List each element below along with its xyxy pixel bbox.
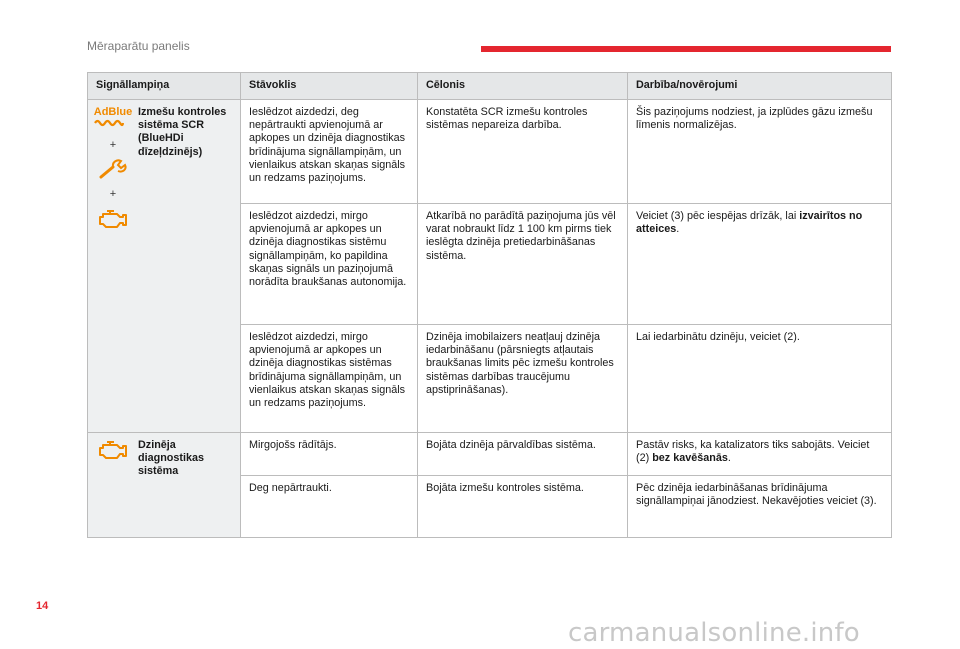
adblue-icon bbox=[94, 106, 133, 131]
action-cell: Lai iedarbinātu dzinēju, veiciet (2). bbox=[628, 325, 892, 433]
section-title: Mēraparātu panelis bbox=[87, 39, 190, 53]
cause-cell: Atkarībā no parādītā paziņojuma jūs vēl varat nobraukt līdz 1 100 km pirms tiek ieslēgta dzinēja pretiedarbināšanas sistēma. bbox=[418, 204, 628, 325]
lamp-name: Izmešu kontroles sistēma SCR (BlueHDi dīzeļdzinējs) bbox=[138, 106, 227, 158]
state-cell: Mirgojošs rādītājs. bbox=[241, 433, 418, 476]
wrench-icon bbox=[98, 158, 128, 180]
column-header-state: Stāvoklis bbox=[241, 73, 418, 100]
column-header-lamp: Signāllampiņa bbox=[88, 73, 241, 100]
action-text: Veiciet (3) pēc iespējas drīzāk, lai bbox=[636, 210, 800, 222]
cause-cell: Bojāta izmešu kontroles sistēma. bbox=[418, 476, 628, 538]
cause-cell: Bojāta dzinēja pārvaldības sistēma. bbox=[418, 433, 628, 476]
action-text-end: . bbox=[676, 223, 680, 236]
action-text: Pastāv risks, ka katalizators tiks sabojāts. Veiciet (2) bbox=[636, 439, 870, 465]
page-number: 14 bbox=[36, 600, 49, 612]
watermark-logo: carmanualsonline.info bbox=[568, 618, 860, 648]
column-header-cause: Cēlonis bbox=[418, 73, 628, 100]
lamp-cell-scr bbox=[88, 100, 241, 433]
action-cell bbox=[628, 204, 892, 325]
action-emphasis: izvairītos no atteices bbox=[636, 210, 863, 236]
table-row bbox=[88, 100, 892, 204]
lamp-name: Dzinēja diagnostikas sistēma bbox=[138, 439, 204, 478]
action-text-end: . bbox=[727, 452, 731, 465]
column-header-action: Darbība/novērojumi bbox=[628, 73, 892, 100]
plus-sign: + bbox=[109, 139, 117, 152]
warning-lamps-table bbox=[87, 72, 892, 538]
engine-icon bbox=[97, 439, 129, 461]
action-cell: Šis paziņojums nodziest, ja izplūdes gāzu izmešu līmenis normalizējas. bbox=[628, 100, 892, 204]
header-accent-bar bbox=[481, 46, 891, 52]
plus-sign: + bbox=[109, 188, 117, 201]
engine-icon bbox=[97, 208, 129, 230]
action-cell: Pēc dzinēja iedarbināšanas brīdinājuma signāllampiņai jānodziest. Nekavējoties veiciet (3). bbox=[628, 476, 892, 538]
state-cell: Deg nepārtraukti. bbox=[241, 476, 418, 538]
adblue-wave-icon bbox=[94, 119, 124, 127]
lamp-cell-engine-diagnostics bbox=[88, 433, 241, 538]
state-cell: Ieslēdzot aizdedzi, mirgo apvienojumā ar apkopes un dzinēja diagnostikas sistēmu signāllampiņām, ko papildina skaņas signāls un paziņojumā norādīta braukšanas autonomija. bbox=[241, 204, 418, 325]
state-cell: Ieslēdzot aizdedzi, deg nepārtraukti apvienojumā ar apkopes un dzinēja diagnostikas brīdinājuma signāllampiņām, un vienlaikus atskan skaņas signāls un redzams paziņojums. bbox=[241, 100, 418, 204]
table-header-row bbox=[88, 73, 892, 100]
cause-cell: Dzinēja imobilaizers neatļauj dzinēja iedarbināšanu (pārsniegts atļautais braukšanas limits pēc izmešu kontroles sistēmas darbības traucējumu apstiprināšanas). bbox=[418, 325, 628, 433]
cause-cell: Konstatēta SCR izmešu kontroles sistēmas nepareiza darbība. bbox=[418, 100, 628, 204]
adblue-icon-label: AdBlue bbox=[93, 106, 133, 118]
state-cell: Ieslēdzot aizdedzi, mirgo apvienojumā ar apkopes un dzinēja diagnostikas sistēmas brīdinājuma signāllampiņām, un vienlaikus atskan skaņas signāls un redzams paziņojums. bbox=[241, 325, 418, 433]
action-emphasis: bez kavēšanās bbox=[652, 452, 728, 465]
action-cell bbox=[628, 433, 892, 476]
table-row bbox=[88, 433, 892, 476]
